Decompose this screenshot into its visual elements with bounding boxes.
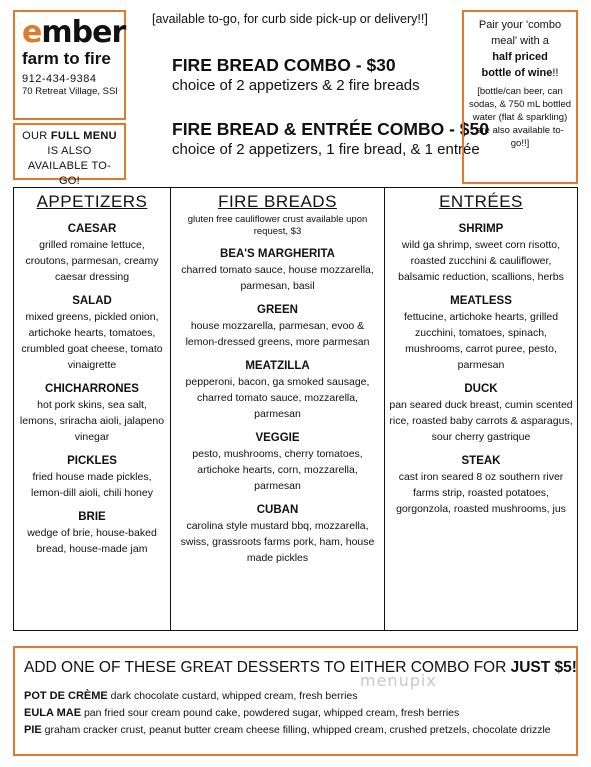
combo-fire-bread [172, 54, 420, 96]
appetizers-column [14, 188, 171, 630]
brand-box [13, 10, 126, 120]
menu-item: BEA'S MARGHERITA charred tomato sauce, house mozzarella, parmesan, basil [181, 248, 374, 292]
section-note: gluten free cauliflower crust available upon request, $3 [187, 214, 368, 237]
tagline: farm to fire [22, 49, 111, 68]
menu-grid [13, 187, 578, 631]
menu-item: MEATZILLA pepperoni, bacon, ga smoked sausage, charred tomato sauce, mozzarella, parmesan [185, 360, 370, 420]
availability-note: [available to-go, for curb side pick-up or delivery!!] [152, 12, 428, 26]
combo-desc: choice of 2 appetizers & 2 fire breads [172, 77, 420, 94]
dessert-item: PIE graham cracker crust, peanut butter cream cheese filling, whipped cream, crushed pretzels, chocolate drizzle [24, 724, 551, 736]
menu-item: BRIE wedge of brie, house-baked bread, house-made jam [27, 511, 157, 555]
desserts-box [13, 646, 578, 756]
menu-item: SHRIMP wild ga shrimp, sweet corn risotto, roasted zucchini & cauliflower, balsamic reduction, scallions, herbs [398, 223, 564, 283]
section-heading: ENTRÉES [439, 192, 523, 211]
dessert-item: EULA MAE pan fried sour cream pound cake, powdered sugar, whipped cream, fresh berries [24, 707, 460, 719]
menu-item: GREEN house mozzarella, parmesan, evoo & lemon-dressed greens, more parmesan [185, 304, 370, 348]
menu-item: CUBAN carolina style mustard bbq, mozzarella, swiss, grassroots farms pork, ham, house made pickles [180, 504, 375, 564]
logo: ember [22, 15, 126, 50]
menu-item: CAESAR grilled romaine lettuce, croutons, parmesan, creamy caesar dressing [25, 223, 159, 283]
menu-item: PICKLES fried house made pickles, lemon-dill aioli, chili honey [31, 455, 153, 499]
wine-promo-box: Pair your 'combo meal' with a half priced bottle of wine!! [bottle/can beer, can sodas, & 750 mL bottled water (flat & sparkling) are also available to-go!!] [462, 10, 578, 184]
fire-breads-column [171, 188, 385, 630]
entrees-column [385, 188, 577, 630]
combo-desc: choice of 2 appetizers, 1 fire bread, & 1 entrée [172, 141, 480, 158]
watermark: menupix [360, 671, 437, 690]
phone-number: 912-434-9384 [22, 73, 97, 85]
menu-item: VEGGIE pesto, mushrooms, cherry tomatoes, artichoke hearts, corn, mozzarella, parmesan [192, 432, 363, 492]
combo-title: FIRE BREAD & ENTRÉE COMBO - $50 [172, 119, 489, 139]
section-heading: APPETIZERS [36, 192, 148, 211]
combo-fire-bread-entree [172, 118, 489, 160]
address: 70 Retreat Village, SSI [22, 86, 118, 97]
menu-item: DUCK pan seared duck breast, cumin scented rice, roasted baby carrots & asparagus, sour cherry gastrique [389, 383, 573, 443]
section-heading: FIRE BREADS [218, 192, 337, 211]
dessert-item: POT DE CRÈME dark chocolate custard, whipped cream, fresh berries [24, 690, 358, 702]
menu-item: CHICHARRONES hot pork skins, sea salt, lemons, sriracha aioli, jalapeno vinegar [19, 383, 165, 443]
menu-item: STEAK cast iron seared 8 oz southern river farms strip, roasted potatoes, gorgonzola, roasted mushrooms, jus [396, 455, 566, 515]
desserts-heading: ADD ONE OF THESE GREAT DESSERTS TO EITHER COMBO FOR JUST $5! [24, 659, 577, 676]
beverage-note: [bottle/can beer, can sodas, & 750 mL bottled water (flat & sparkling) are also available to-go!!] [468, 86, 572, 149]
menu-item: MEATLESS fettucine, artichoke hearts, grilled zucchini, tomatoes, spinach, mushrooms, carrot puree, pesto, parmesan [403, 295, 559, 371]
menu-item: SALAD mixed greens, pickled onion, artichoke hearts, tomatoes, crumbled goat cheese, tomato vinaigrette [21, 295, 163, 371]
full-menu-notice: OUR FULL MENU IS ALSO AVAILABLE TO-GO! [13, 123, 126, 180]
combo-title: FIRE BREAD COMBO - $30 [172, 55, 396, 75]
